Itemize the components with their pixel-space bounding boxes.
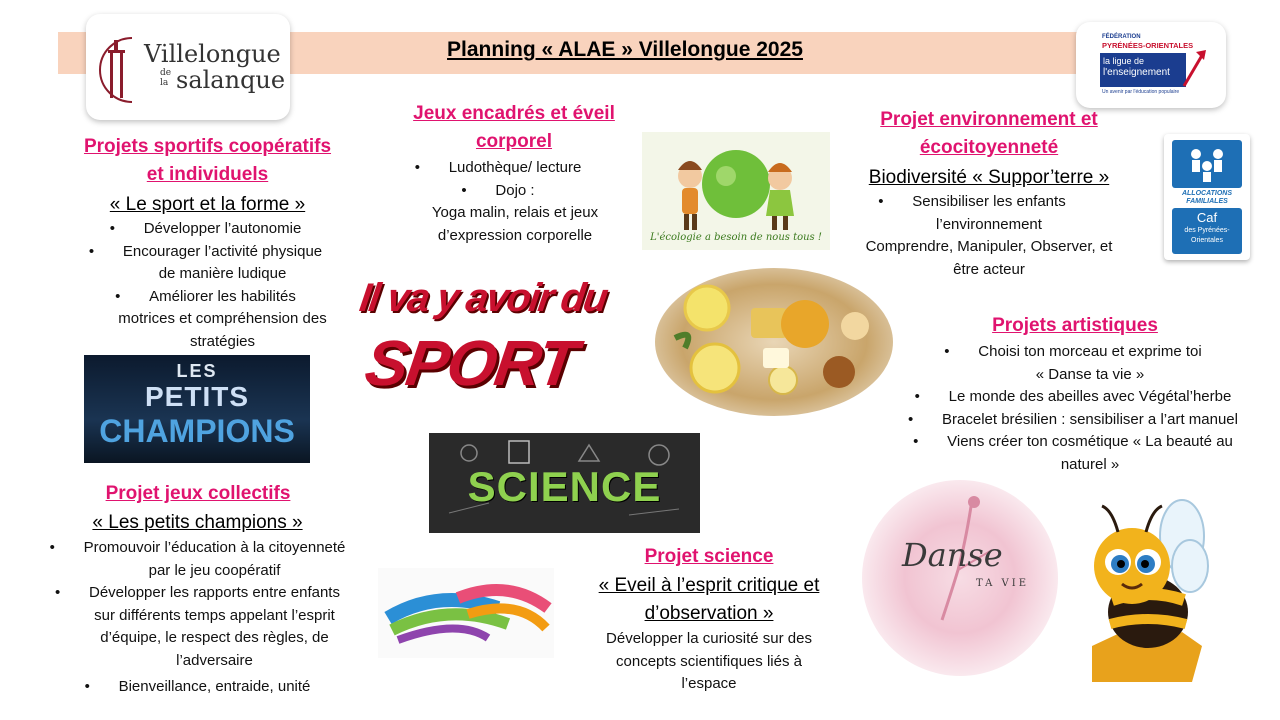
science-subtitle-1: « Eveil à l’esprit critique et — [598, 575, 820, 596]
caf-line5: Orientales — [1191, 237, 1223, 244]
art-title: Projets artistiques — [992, 315, 1158, 336]
art-item-2: « Danse ta vie » — [1035, 365, 1145, 383]
federation-dept: PYRÉNÉES-ORIENTALES — [1102, 41, 1194, 50]
collectifs-list — [52, 537, 377, 699]
env-item-3: Comprendre, Manipuler, Observer, et — [865, 238, 1113, 255]
collectifs-item-3: • Développer les rapports entre enfants — [52, 582, 377, 605]
env-item-4: être acteur — [953, 260, 1025, 278]
science-item-1: Développer la curiosité sur des — [606, 630, 812, 647]
cosmetique-image — [655, 268, 893, 416]
sport-banner-word: SPORT — [360, 327, 581, 399]
science-image — [429, 433, 700, 533]
federation-ligue1: la ligue de — [1103, 56, 1145, 66]
federation-tagline: Un avenir par l'éducation populaire — [1102, 89, 1180, 95]
federation-arrow-icon — [1182, 48, 1208, 88]
jeux-list — [400, 157, 630, 247]
caf-line2: FAMILIALES — [1186, 198, 1228, 205]
caf-logo — [1164, 134, 1250, 260]
sport-item-5: motrices et compréhension des — [118, 310, 327, 327]
science-item-2: concepts scientifiques liés à — [616, 652, 802, 670]
sport-item-3: de manière ludique — [158, 265, 287, 282]
science-item-3: l’espace — [681, 675, 737, 692]
ecologie-image — [642, 132, 830, 250]
federation-logo — [1076, 22, 1226, 108]
sport-list — [70, 218, 375, 353]
collectifs-item-2: par le jeu coopératif — [148, 561, 281, 579]
env-subtitle: Biodiversité « Suppor’terre » — [868, 167, 1110, 188]
sport-title-2: et individuels — [146, 164, 269, 185]
ecologie-caption: L'écologie a besoin de nous tous ! — [650, 232, 822, 243]
art-list — [910, 341, 1270, 476]
bee-icon — [1072, 496, 1212, 686]
collectifs-item-7: • Bienveillance, entraide, unité — [52, 676, 377, 699]
jeux-item-3: Yoga malin, relais et jeux — [431, 204, 599, 221]
villelongue-logo — [86, 14, 290, 120]
caf-line3: Caf — [1196, 210, 1218, 225]
art-item-4: • Bracelet brésilien : sensibiliser a l’art manuel — [910, 409, 1270, 432]
science-list — [578, 628, 840, 696]
jeux-item-2: • Dojo : — [400, 180, 630, 203]
sport-item-4: • Améliorer les habilités — [70, 286, 375, 309]
villelongue-emblem-icon — [94, 30, 144, 110]
villelongue-logo-la: la — [160, 78, 169, 88]
danse-image — [862, 480, 1058, 676]
sport-banner-image — [352, 272, 636, 408]
caf-figures-icon — [1182, 144, 1232, 184]
sport-subtitle: « Le sport et la forme » — [109, 194, 306, 215]
caf-line4: des Pyrénées- — [1184, 227, 1230, 234]
danse-word-2: TA VIE — [976, 578, 1029, 589]
science-title: Projet science — [644, 546, 774, 567]
env-item-2: l’environnement — [936, 215, 1042, 233]
collectifs-item-6: l’adversaire — [176, 651, 253, 669]
collectifs-title: Projet jeux collectifs — [105, 483, 291, 504]
env-title-1: Projet environnement et — [880, 109, 1098, 130]
science-word: SCIENCE — [467, 463, 662, 510]
env-item-1: • Sensibiliser les enfants — [840, 191, 1138, 214]
sport-item-6: stratégies — [189, 332, 256, 350]
bracelets-icon — [378, 568, 554, 658]
art-item-1: • Choisi ton morceau et exprime toi — [910, 341, 1270, 364]
champions-word-1: LES — [176, 361, 218, 381]
art-item-6: naturel » — [1060, 455, 1120, 473]
jeux-title-1: Jeux encadrés et éveil — [413, 103, 615, 124]
collectifs-item-1: • Promouvoir l’éducation à la citoyenneté — [52, 537, 377, 560]
sport-item-1: • Développer l’autonomie — [70, 218, 375, 241]
danse-word-1: Danse — [902, 536, 1003, 574]
collectifs-subtitle: « Les petits champions » — [92, 512, 303, 533]
abeille-image — [1072, 496, 1212, 686]
collectifs-item-4: sur différents temps appelant l’esprit — [94, 606, 335, 624]
env-title-2: écocitoyenneté — [919, 137, 1059, 158]
bracelets-image — [378, 568, 554, 658]
art-item-5: • Viens créer ton cosmétique « La beauté au — [910, 431, 1270, 454]
jeux-title-2: corporel — [475, 131, 553, 152]
sport-item-2: • Encourager l’activité physique — [70, 241, 375, 264]
federation-top: FÉDÉRATION — [1102, 34, 1141, 40]
page-title: Planning « ALAE » Villelongue 2025 — [447, 38, 803, 61]
villelongue-logo-de: de — [160, 68, 172, 78]
petits-champions-image — [84, 355, 310, 463]
caf-line1: ALLOCATIONS — [1181, 190, 1233, 197]
champions-word-3: CHAMPIONS — [99, 413, 295, 449]
sport-banner-text: Il va y avoir du — [356, 276, 610, 320]
art-item-3: • Le monde des abeilles avec Végétal’herbe — [910, 386, 1270, 409]
villelongue-logo-line2: salanque — [176, 66, 286, 94]
cosmetique-ingredients-icon — [655, 268, 893, 416]
jeux-item-4: d’expression corporelle — [437, 226, 593, 244]
jeux-item-1: • Ludothèque/ lecture — [400, 157, 630, 180]
science-subtitle-2: d’observation » — [644, 603, 774, 624]
champions-word-2: PETITS — [144, 381, 249, 412]
sport-title-1: Projets sportifs coopératifs — [83, 136, 332, 157]
federation-ligue2: l'enseignement — [1103, 67, 1170, 78]
villelongue-logo-line1: Villelongue — [144, 40, 281, 68]
collectifs-item-5: d’équipe, le respect des règles, de — [100, 629, 329, 646]
